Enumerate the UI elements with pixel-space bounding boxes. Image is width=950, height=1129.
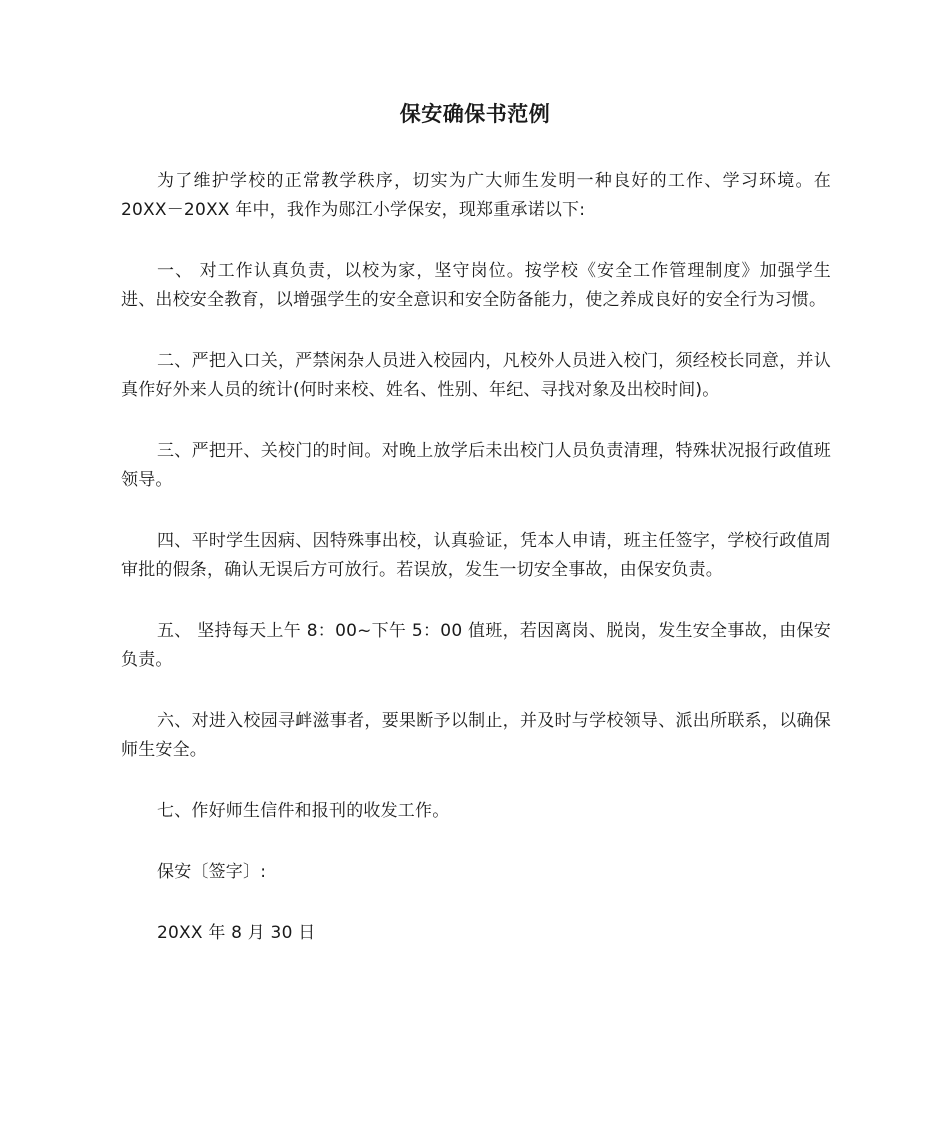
- clause-6: 六、对进入校园寻衅滋事者，要果断予以制止，并及时与学校领导、派出所联系，以确保师生安全。: [121, 711, 831, 760]
- clause-5: 五、 坚持每天上午 8：00~下午 5：00 值班，若因离岗、脱岗，发生安全事故，由保安负责。: [121, 621, 831, 670]
- signature-line: 保安〔签字〕:: [157, 862, 267, 882]
- clause-3: 三、严把开、关校门的时间。对晚上放学后未出校门人员负责清理，特殊状况报行政值班领导。: [121, 441, 831, 490]
- clause-2: 二、严把入口关，严禁闲杂人员进入校园内，凡校外人员进入校门，须经校长同意，并认真作好外来人员的统计(何时来校、姓名、性别、年纪、寻找对象及出校时间)。: [121, 351, 831, 400]
- document-body: [121, 167, 831, 980]
- clause-4: 四、平时学生因病、因特殊事出校，认真验证，凭本人申请，班主任签字，学校行政值周审批的假条，确认无误后方可放行。若误放，发生一切安全事故，由保安负责。: [121, 531, 831, 580]
- date-line: 20XX 年 8 月 30 日: [157, 923, 316, 943]
- clause-7: 七、作好师生信件和报刊的收发工作。: [157, 801, 450, 821]
- document-title: 保安确保书范例: [399, 102, 551, 126]
- clause-1: 一、 对工作认真负责，以校为家，坚守岗位。按学校《安全工作管理制度》加强学生进、出校安全教育，以增强学生的安全意识和安全防备能力，使之养成良好的安全行为习惯。: [121, 261, 831, 310]
- intro-paragraph: 为了维护学校的正常教学秩序，切实为广大师生发明一种良好的工作、学习环境。在 20XX－20XX 年中，我作为郧江小学保安，现郑重承诺以下:: [121, 171, 831, 220]
